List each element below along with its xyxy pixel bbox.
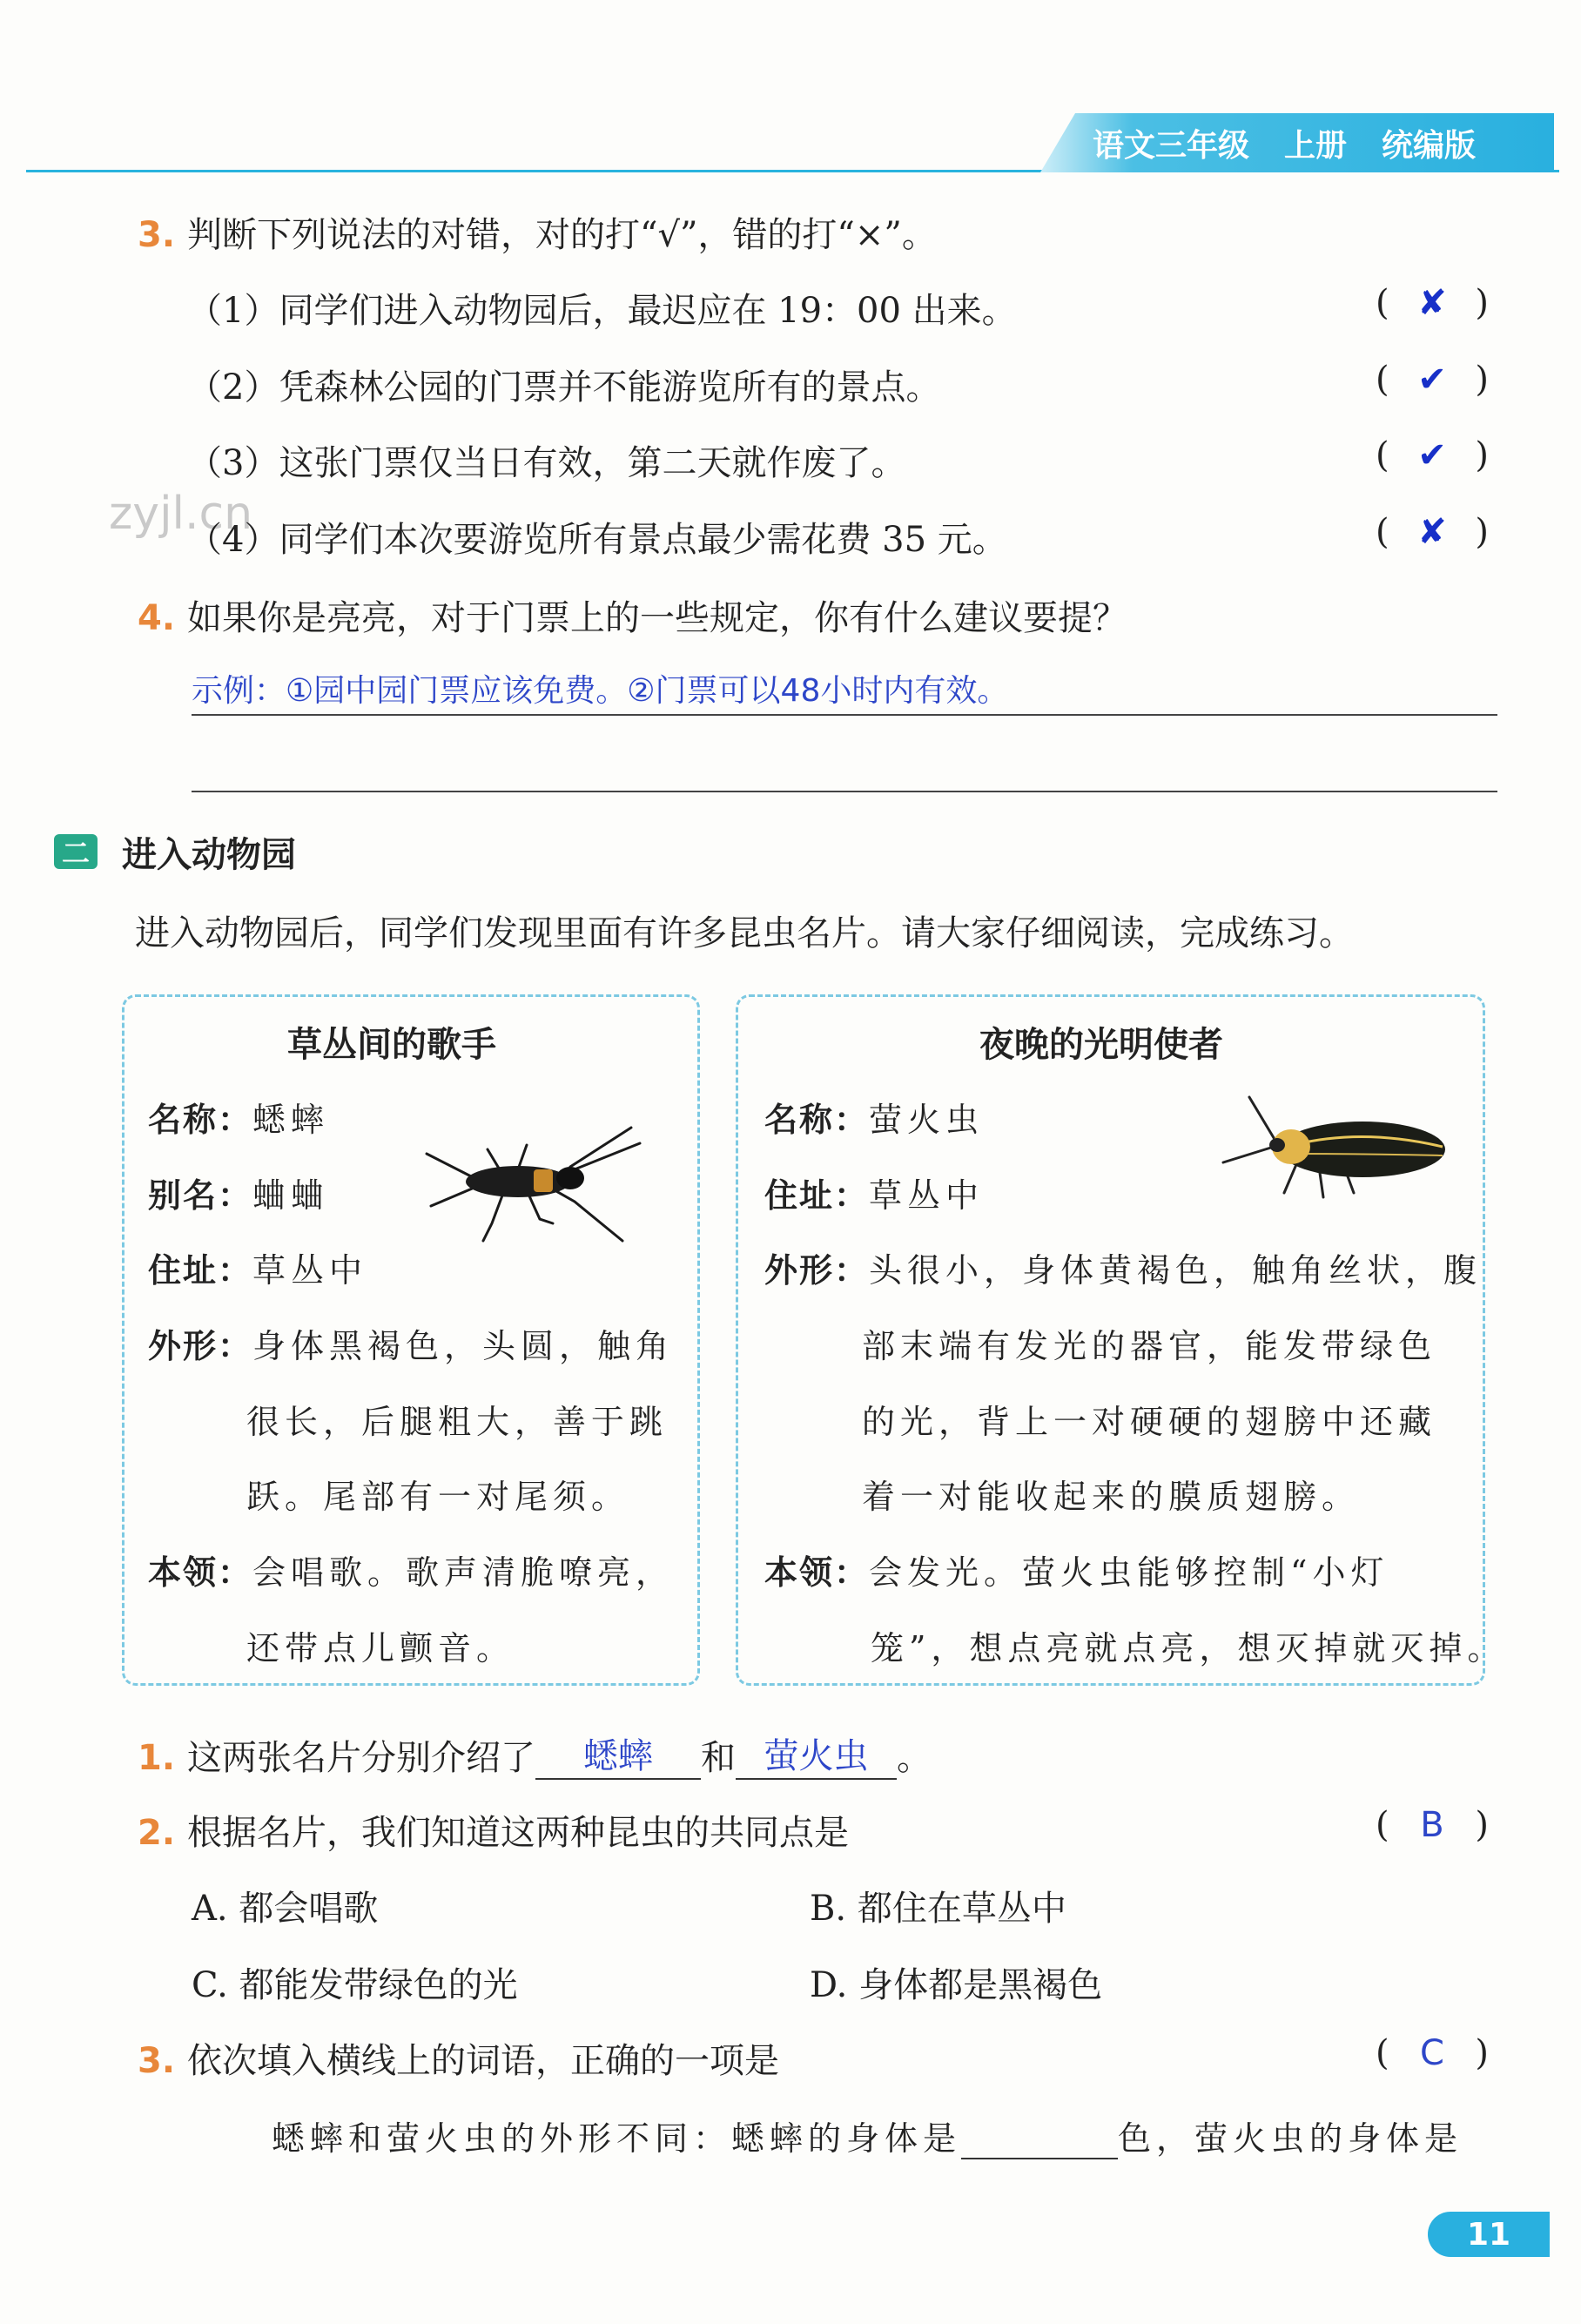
card-look-row: 外形：头很小，身体黄褐色，触角丝状，腹 [764,1251,1483,1290]
section2-question-3: 3. 依次填入横线上的词语，正确的一项是 [138,2041,780,2081]
section-intro: 进入动物园后，同学们发现里面有许多昆虫名片。请大家仔细阅读，完成练习。 [135,913,1354,953]
tf-item-2: （2）凭森林公园的门票并不能游览所有的景点。 [187,367,941,408]
card-look-line: 很长，后腿粗大，善于跳 [246,1403,669,1441]
card-look-line: 部末端有发光的器官，能发带绿色 [862,1327,1437,1365]
question-text: 判断下列说法的对错，对的打“√”，错的打“×”。 [187,215,937,255]
header-volume: 上册 [1284,127,1348,164]
tf-answer-4: ( ✘ ) [1376,512,1489,552]
tf-item-3: （3）这张门票仅当日有效，第二天就作废了。 [187,443,906,483]
cross-mark-icon: ✘ [1417,283,1447,323]
q3-answer: ( C ) [1376,2033,1489,2073]
option-a: A. 都会唱歌 [192,1889,379,1929]
card-look-line: 的光，背上一对硬硬的翅膀中还藏 [862,1403,1437,1441]
answer-line-1 [192,714,1497,716]
section2-question-1: 1. 这两张名片分别介绍了 蟋蟀 和 萤火虫 。 [138,1728,932,1780]
cricket-image [422,1119,649,1250]
card-home-row: 住址：草丛中 [764,1176,985,1215]
question-number: 3. [138,215,176,255]
q2-answer: ( B ) [1376,1805,1489,1845]
section-number-badge: 二 [54,834,98,869]
fill-blank [961,2119,1118,2159]
card-look-line: 跃。尾部有一对尾须。 [246,1478,630,1516]
header-edition: 统编版 [1382,127,1477,164]
card-title: 草丛间的歌手 [287,1025,496,1065]
question-number: 4. [138,598,176,638]
answer-line-2 [192,791,1497,792]
q3-sentence: 蟋蟀和萤火虫的外形不同：蟋蟀的身体是 色，萤火虫的身体是 [272,2119,1463,2158]
option-c: C. 都能发带绿色的光 [192,1965,518,2005]
option-d: D. 身体都是黑褐色 [810,1965,1103,2005]
question-3 [138,207,937,257]
option-b: B. 都住在草丛中 [810,1889,1066,1929]
section-title: 进入动物园 [122,835,296,875]
section2-question-2: 2. 根据名片，我们知道这两种昆虫的共同点是 [138,1813,850,1853]
check-mark-icon: ✔ [1417,435,1447,475]
q4-answer: 示例：①园中园门票应该免费。②门票可以48小时内有效。 [192,673,1009,709]
card-alias-row: 别名：蛐蛐 [148,1176,330,1215]
fill-blank-2: 萤火虫 [736,1728,897,1780]
card-name-row: 名称：萤火虫 [764,1101,985,1139]
question-4 [138,590,1127,640]
tf-item-4: （4）同学们本次要游览所有景点最少需花费 35 元。 [187,520,1007,560]
watermark: zyjl.cn [109,488,253,540]
tf-answer-1: ( ✘ ) [1376,283,1489,323]
page-number: 11 [1428,2212,1550,2257]
check-mark-icon: ✔ [1417,360,1447,400]
card-look-line: 着一对能收起来的膜质翅膀。 [862,1478,1361,1516]
tf-answer-2: ( ✔ ) [1376,360,1489,400]
fill-blank-1: 蟋蟀 [535,1728,701,1780]
firefly-image [1214,1093,1458,1206]
cross-mark-icon: ✘ [1417,512,1447,552]
question-text: 如果你是亮亮，对于门票上的一些规定，你有什么建议要提？ [187,598,1128,638]
card-skill-row: 本领：会唱歌。歌声清脆嘹亮， [148,1553,675,1592]
header-subject: 语文三年级 [1093,127,1250,164]
card-title: 夜晚的光明使者 [979,1025,1223,1065]
header-title [1093,117,1554,169]
card-look-row: 外形：身体黑褐色，头圆，触角 [148,1327,675,1365]
card-skill-line: 笼”，想点亮就点亮，想灭掉就灭掉。 [871,1629,1506,1667]
card-home-row: 住址：草丛中 [148,1251,368,1290]
card-name-row: 名称：蟋蟀 [148,1101,330,1139]
card-skill-line: 还带点儿颤音。 [246,1629,515,1667]
tf-item-1: （1）同学们进入动物园后，最迟应在 19：00 出来。 [187,291,1017,331]
tf-answer-3: ( ✔ ) [1376,435,1489,475]
card-skill-row: 本领：会发光。萤火虫能够控制“小灯 [764,1553,1389,1592]
